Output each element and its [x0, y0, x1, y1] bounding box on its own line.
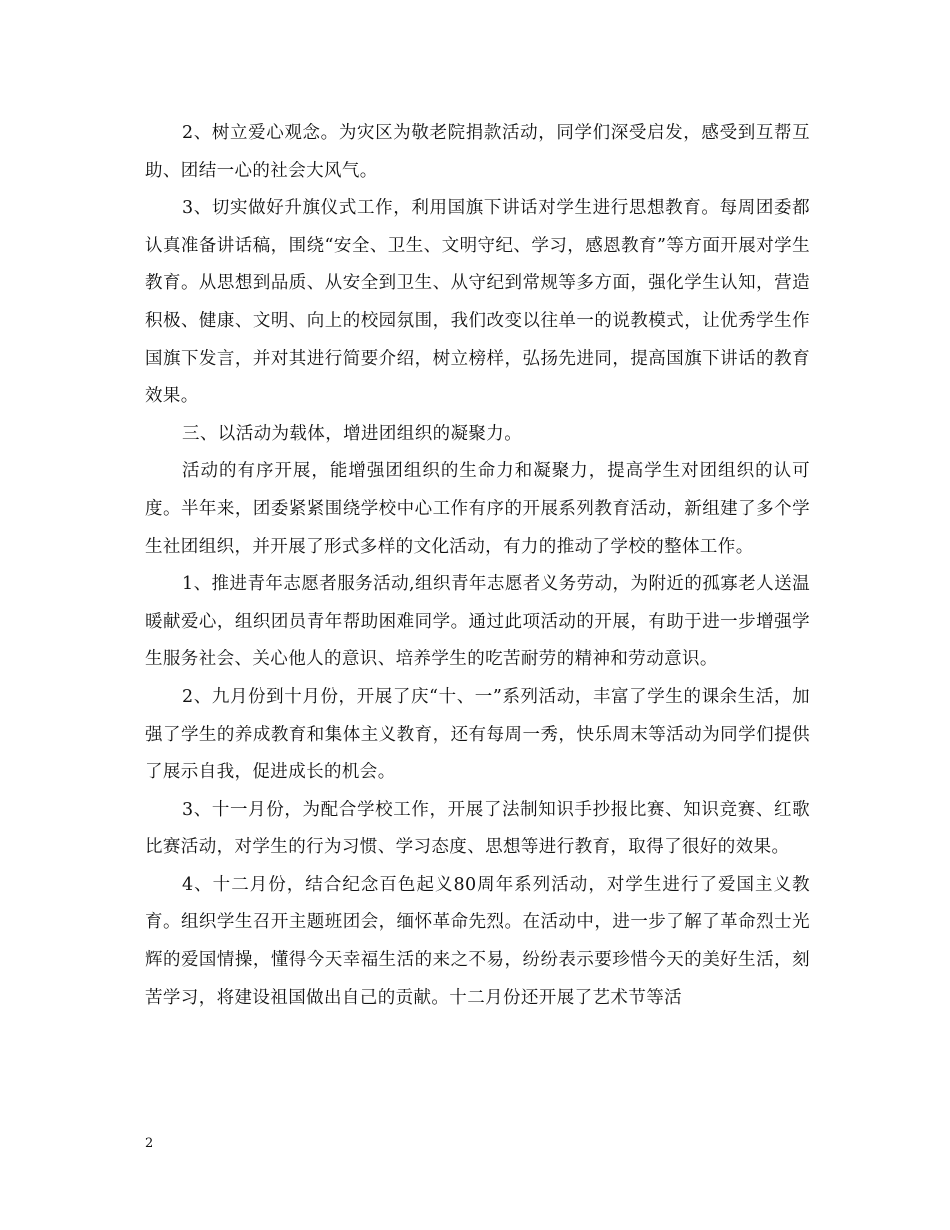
section-heading: 三、以活动为载体，增进团组织的凝聚力。 — [182, 423, 523, 444]
page-number: 2 — [145, 1136, 154, 1151]
paragraph: 活动的有序开展，能增强团组织的生命力和凝聚力，提高学生对团组织的认可度。半年来，团委紧紧围绕学校中心工作有序的开展系列教育活动，新组建了多个学生社团组织，并开展了形式多样的文化活动，有力的推动了学校的整体工作。 — [145, 461, 810, 557]
paragraph: 2、树立爱心观念。为灾区为敬老院捐款活动，同学们深受启发，感受到互帮互助、团结一心的社会大风气。 — [145, 123, 810, 181]
paragraph: 2、九月份到十月份，开展了庆“十、一”系列活动，丰富了学生的课余生活，加强了学生的养成教育和集体主义教育，还有每周一秀，快乐周末等活动为同学们提供了展示自我，促进成长的机会。 — [145, 686, 810, 783]
paragraph: 3、切实做好升旗仪式工作，利用国旗下讲话对学生进行思想教育。每周团委都认真准备讲话稿，围绕“安全、卫生、文明守纪、学习，感恩教育”等方面开展对学生教育。从思想到品质、从安全到卫生、从守纪到常规等多方面，强化学生认知，营造积极、健康、文明、向上的校园氛围，我们改变以往单一的说教模式，让优秀学生作国旗下发言，并对其进行简要介绍，树立榜样，弘扬先进同，提高国旗下讲话的教育效果。 — [145, 198, 810, 407]
document-body — [145, 115, 810, 1017]
paragraph: 1、推进青年志愿者服务活动,组织青年志愿者义务劳动，为附近的孤寡老人送温暖献爱心，组织团员青年帮助困难同学。通过此项活动的开展，有助于进一步增强学生服务社会、关心他人的意识、培养学生的吃苦耐劳的精神和劳动意识。 — [145, 574, 810, 670]
paragraph: 3、十一月份，为配合学校工作，开展了法制知识手抄报比赛、知识竞赛、红歌比赛活动，对学生的行为习惯、学习态度、思想等进行教育，取得了很好的效果。 — [145, 799, 810, 858]
paragraph: 4、十二月份，结合纪念百色起义80周年系列活动，对学生进行了爱国主义教育。组织学生召开主题班团会，缅怀革命先烈。在活动中，进一步了解了革命烈士光辉的爱国情操，懂得今天幸福生活的来之不易，纷纷表示要珍惜今天的美好生活，刻苦学习，将建设祖国做出自己的贡献。十二月份还开展了艺术节等活 — [145, 874, 810, 1008]
